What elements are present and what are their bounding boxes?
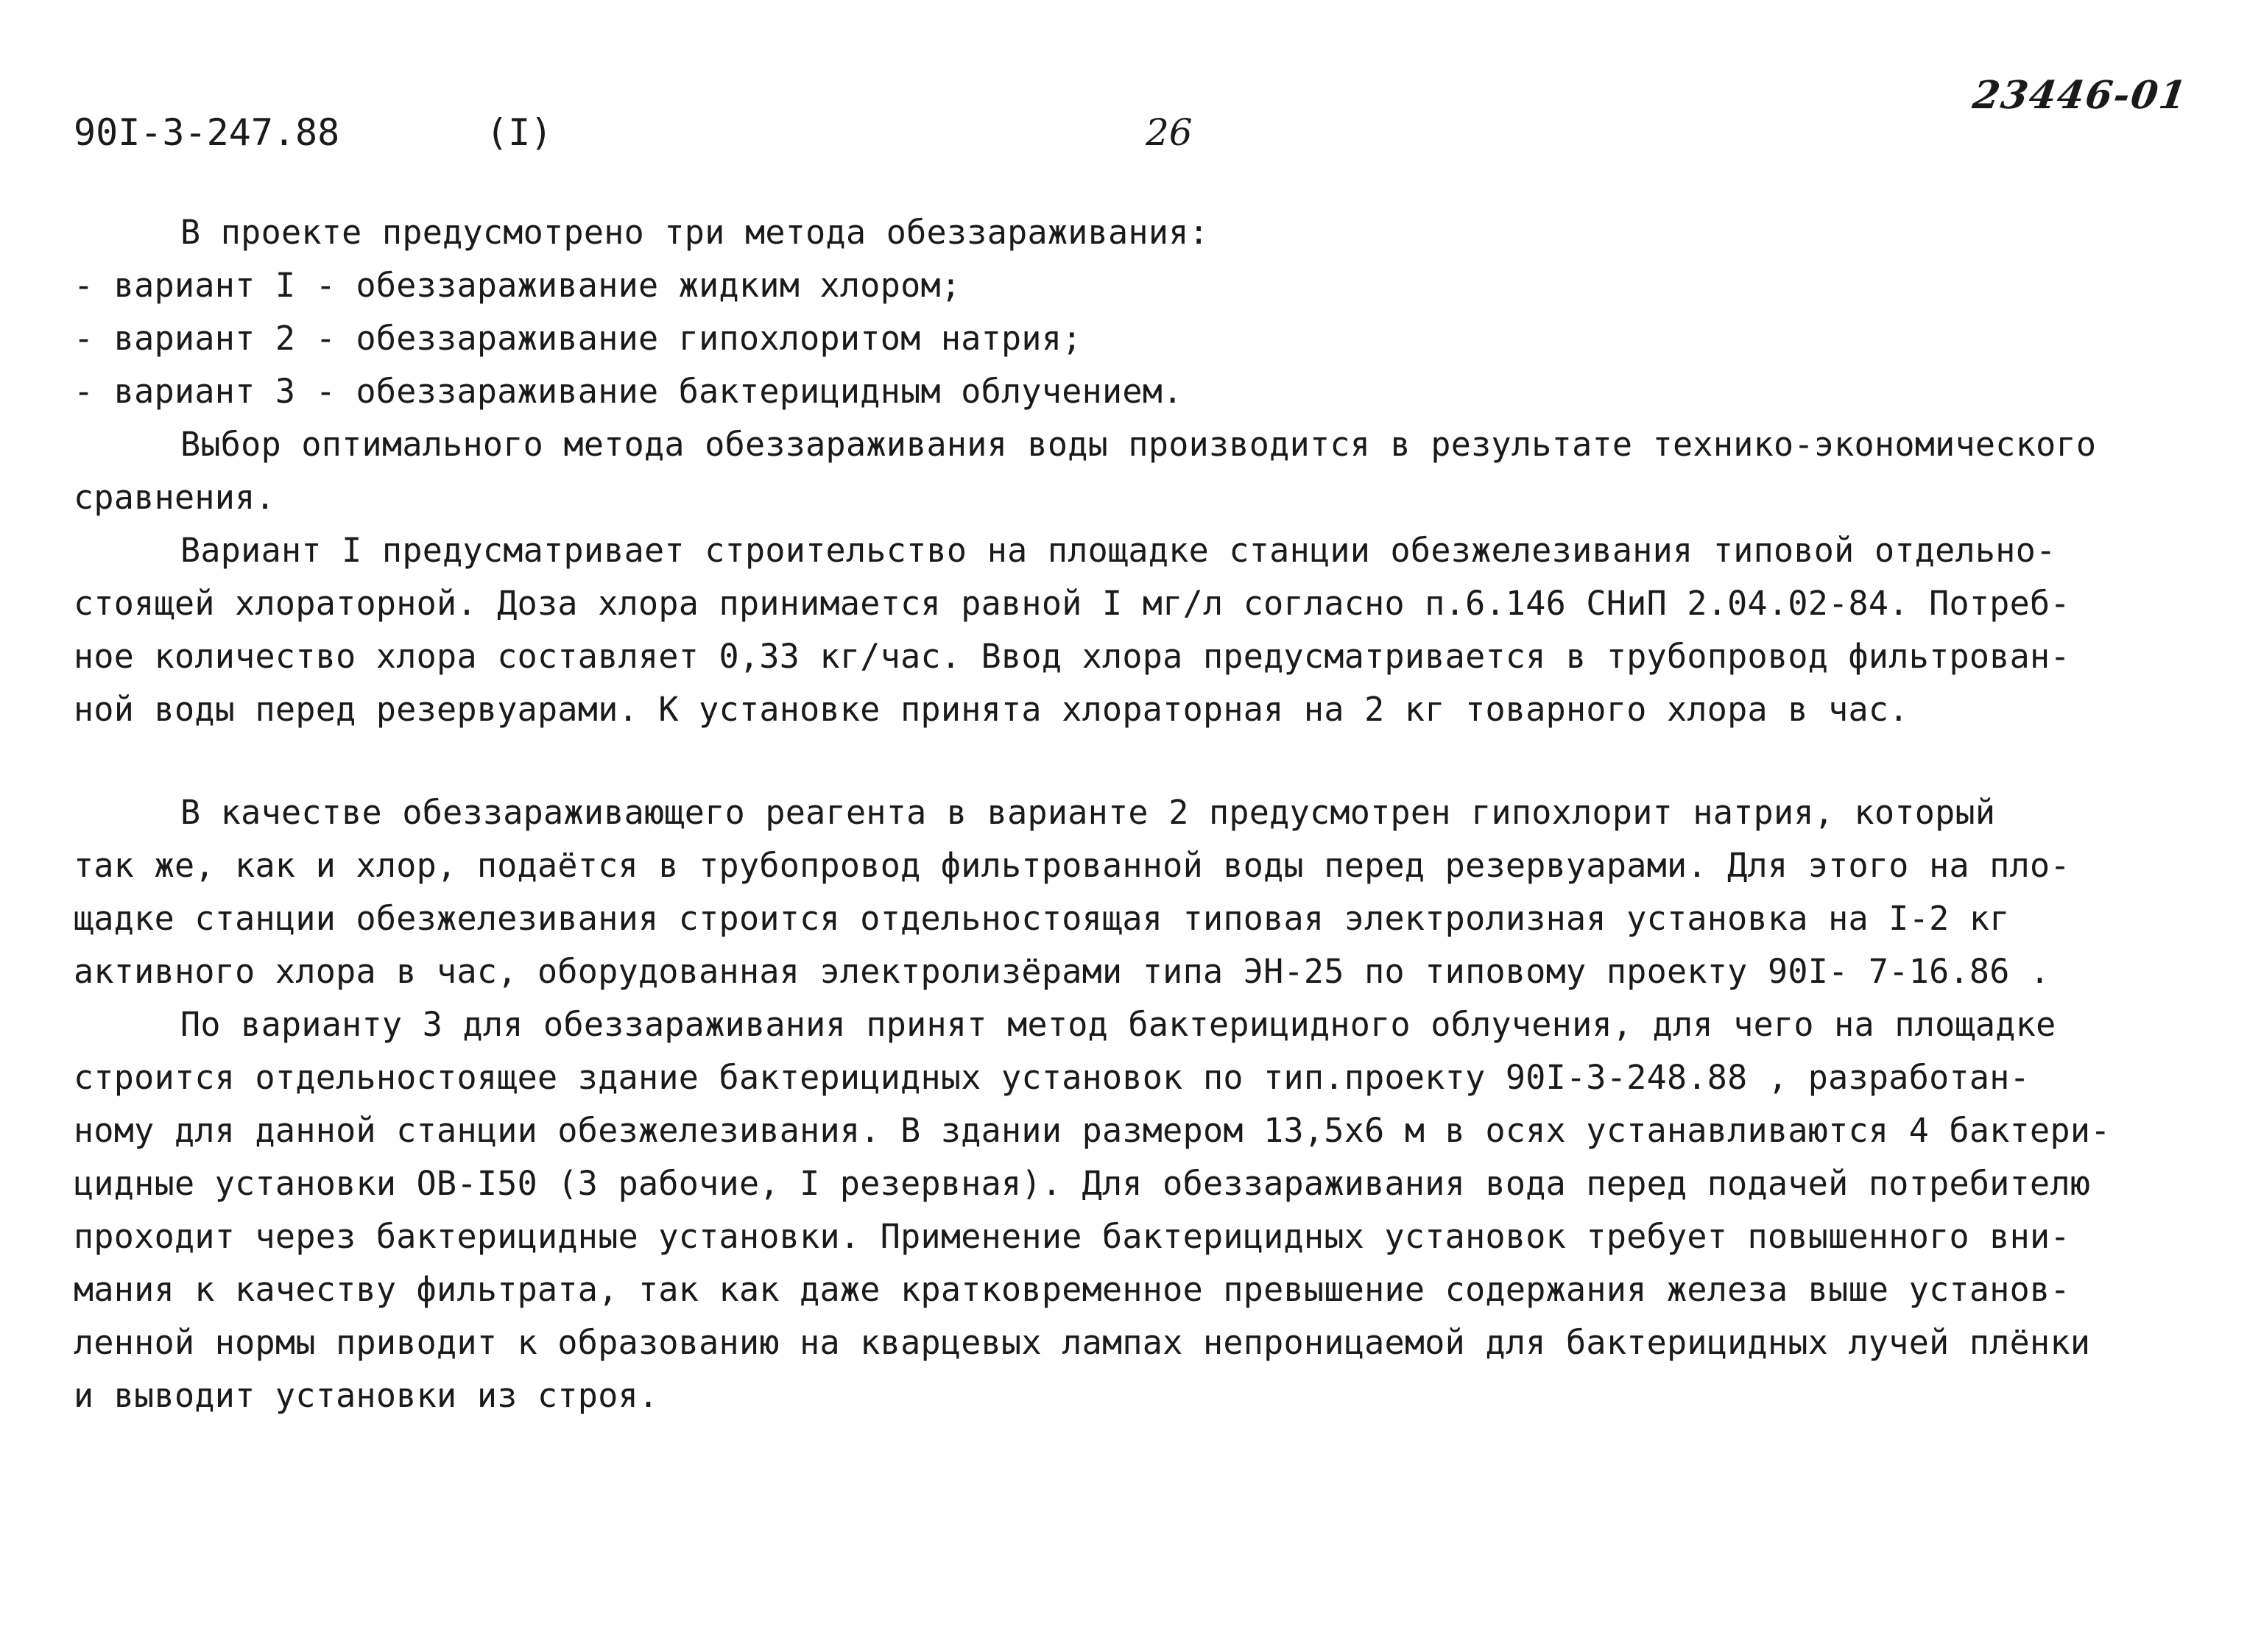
paragraph-variant-1-line: ной воды перед резервуарами. К установке принята хлораторная на 2 кг товарного хлора в час. <box>74 690 1909 729</box>
paragraph-variant-3-line: и выводит установки из строя. <box>74 1376 659 1415</box>
paragraph-variant-2-line: так же, как и хлор, подаётся в трубопровод фильтрованной воды перед резервуарами. Для этого на пло- <box>74 846 2070 885</box>
paragraph-variant-3-line: ному для данной станции обезжелезивания. В здании размером 13,5x6 м в осях устанавливаются 4 бактери- <box>74 1111 2111 1150</box>
list-item-variant-1: - вариант I - обеззараживание жидким хлором; <box>74 266 962 305</box>
paragraph-variant-3-line: По варианту 3 для обеззараживания принят метод бактерицидного облучения, для чего на площадке <box>180 1005 2056 1044</box>
paragraph-variant-1-line: ное количество хлора составляет 0,33 кг/час. Ввод хлора предусматривается в трубопровод фильтрован- <box>74 637 2070 676</box>
paragraph-variant-1-line: стоящей хлораторной. Доза хлора принимается равной I мг/л согласно п.6.146 СНиП 2.04.02-84. Потреб- <box>74 584 2070 623</box>
paragraph-choice-line: Выбор оптимального метода обеззараживания воды производится в результате технико-экономического <box>180 425 2097 464</box>
sheet-marker: (I) <box>486 111 553 154</box>
body-text <box>74 206 2223 1422</box>
paragraph-variant-3-line: мания к качеству фильтрата, так как даже кратковременное превышение содержания железа выше установ- <box>74 1270 2070 1309</box>
paragraph-variant-3-line: строится отдельностоящее здание бактерицидных установок по тип.проекту 90I-3-248.88 , разработан- <box>74 1058 2031 1097</box>
paragraph-variant-3-line: ленной нормы приводит к образованию на кварцевых лампах непроницаемой для бактерицидных лучей плёнки <box>74 1323 2091 1362</box>
list-item-variant-2: - вариант 2 - обеззараживание гипохлоритом натрия; <box>74 319 1082 358</box>
list-item-variant-3: - вариант 3 - обеззараживание бактерицидным облучением. <box>74 372 1183 411</box>
page-number: 26 <box>1146 111 1193 154</box>
paragraph-variant-2-line: щадке станции обезжелезивания строится отдельностоящая типовая электролизная установка на I-2 кг <box>74 899 2010 938</box>
paragraph-variant-3-line: проходит через бактерицидные установки. Применение бактерицидных установок требует повышенного вни- <box>74 1217 2070 1256</box>
inventory-number-handwritten: 23446-01 <box>1969 73 2191 118</box>
paragraph-variant-2-line: активного хлора в час, оборудованная электролизёрами типа ЭН-25 по типовому проекту 90I- 7-16.86 . <box>74 952 2050 991</box>
paragraph-intro-line: В проекте предусмотрено три метода обеззараживания: <box>180 213 1210 252</box>
paragraph-choice-line: сравнения. <box>74 478 275 517</box>
paragraph-gap <box>74 736 2223 786</box>
document-code: 90I-3-247.88 <box>74 111 340 154</box>
paragraph-variant-1-line: Вариант I предусматривает строительство на площадке станции обезжелезивания типовой отдельно- <box>180 531 2056 570</box>
paragraph-variant-2-line: В качестве обеззараживающего реагента в варианте 2 предусмотрен гипохлорит натрия, который <box>180 793 1996 832</box>
paragraph-variant-3-line: цидные установки ОВ-I50 (3 рабочие, I резервная). Для обеззараживания вода перед подачей потребителю <box>74 1164 2091 1203</box>
